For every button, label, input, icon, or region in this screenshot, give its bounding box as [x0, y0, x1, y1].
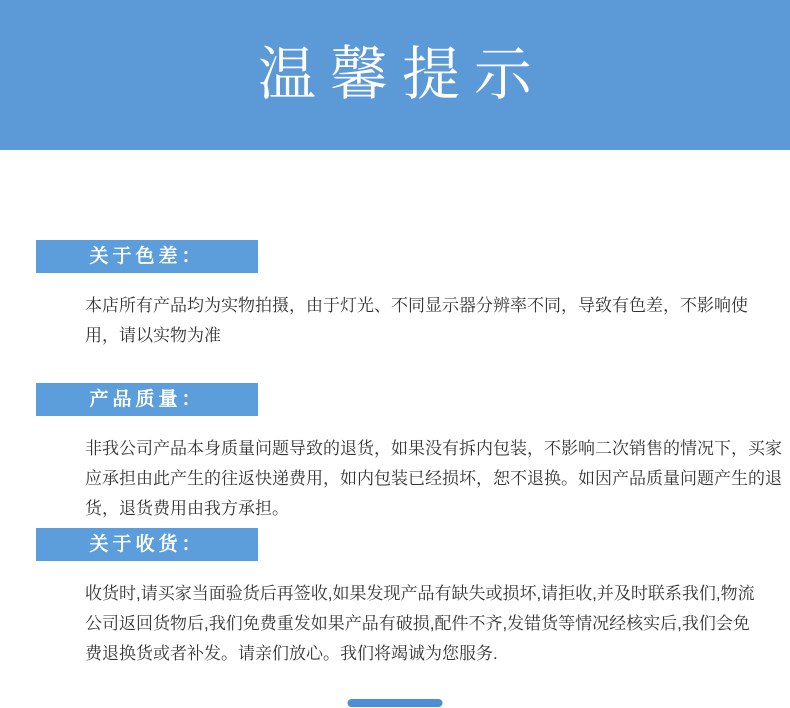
section-product-quality	[36, 383, 782, 524]
body-text-line: 非我公司产品本身质量问题导致的退货，如果没有拆内包装，不影响二次销售的情况下，买家	[85, 439, 782, 458]
section-label-product-quality: 产品质量：	[36, 383, 258, 416]
section-body-product-quality	[85, 434, 782, 524]
page-title: 温馨提示	[257, 42, 546, 107]
body-text-line: 费退换货或者补发。请亲们放心。我们将竭诚为您服务.	[85, 644, 498, 663]
body-text-line: 货，退货费用由我方承担。	[85, 499, 289, 518]
body-text-line: 用，请以实物为准	[85, 326, 221, 345]
header-banner	[0, 0, 790, 150]
section-body-color-difference	[85, 291, 754, 351]
body-text-line: 本店所有产品均为实物拍摄，由于灯光、不同显示器分辨率不同，导致有色差，不影响使	[85, 296, 748, 315]
section-color-difference	[36, 240, 754, 351]
section-body-receiving-goods	[85, 579, 754, 669]
section-label-color-difference: 关于色差：	[36, 240, 258, 273]
body-text-line: 收货时,请买家当面验货后再签收,如果发现产品有缺失或损坏,请拒收,并及时联系我们,物流	[85, 584, 755, 603]
body-text-line: 公司返回货物后,我们免费重发如果产品有破损,配件不齐,发错货等情况经核实后,我们会免	[85, 614, 750, 633]
section-label-receiving-goods: 关于收货：	[36, 528, 258, 561]
bottom-divider	[348, 699, 443, 707]
body-text-line: 应承担由此产生的往返快递费用，如内包装已经损坏，恕不退换。如因产品质量问题产生的退	[85, 469, 782, 488]
section-receiving-goods	[36, 528, 754, 669]
